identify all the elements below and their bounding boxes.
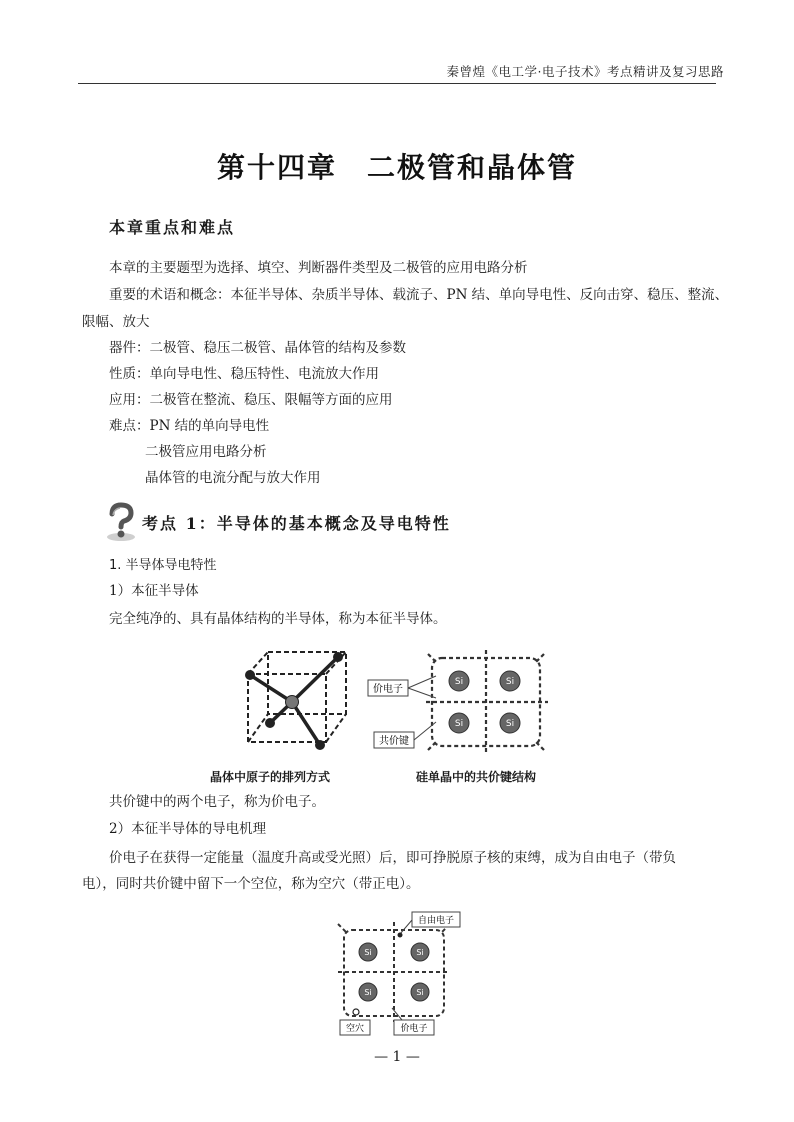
intro-line-3: 限幅、放大 [82,314,150,330]
subsection-title: 1. 半导体导电特性 [109,558,217,573]
point2-text-2: 电），同时共价键中留下一个空位，称为空穴（带正电）。 [82,876,420,892]
chapter-title: 第十四章 二极管和晶体管 [216,151,577,184]
intro-line-5: 性质：单向导电性、稳压特性、电流放大作用 [109,366,379,382]
topic-title: 考点 1：半导体的基本概念及导电特性 [142,513,451,533]
intro-line-4: 器件：二极管、稳压二极管、晶体管的结构及参数 [109,340,406,356]
intro-line-1: 本章的主要题型为选择、填空、判断器件类型及二极管的应用电路分析 [109,260,528,276]
valence-electron-label: 价电子 [373,684,403,695]
intro-line-8: 二极管应用电路分析 [145,444,267,460]
covalent-bond-label: 共价键 [379,736,409,747]
question-mark-icon [104,502,138,542]
free-electron-hole-figure [330,908,470,1038]
fig2-atom-si-4: Si [416,988,424,997]
intro-line-2: 重要的术语和概念：本征半导体、杂质半导体、载流子、PN 结、单向导电性、反向击穿、稳压、整流、 [109,287,729,303]
fig2-atom-si-3: Si [364,988,372,997]
header-rule [78,83,716,84]
crystal-lattice-figure [242,648,362,752]
fig2-valence-label: 价电子 [400,1024,428,1034]
figure1-caption-right: 硅单晶中的共价键结构 [416,770,537,784]
section-heading: 本章重点和难点 [109,218,236,237]
free-electron-label: 自由电子 [417,916,455,926]
point1-text: 完全纯净的、具有晶体结构的半导体，称为本征半导体。 [109,611,447,627]
point2-text-1: 价电子在获得一定能量（温度升高或受光照）后，即可挣脱原子核的束缚，成为自由电子（带负 [109,850,676,866]
atom-si-1: Si [454,677,464,687]
hole-marker [353,1009,359,1015]
figure1-caption-left: 晶体中原子的排列方式 [210,770,331,784]
topic-heading [104,502,451,542]
covalent-bond-figure [366,646,552,756]
atom-si-2: Si [505,677,515,687]
atom-si-4: Si [505,719,515,729]
page-number: — 1 — [374,1049,420,1065]
intro-line-7: 难点：PN 结的单向导电性 [109,418,270,434]
hole-label: 空穴 [345,1024,365,1034]
running-header: 秦曾煌《电工学·电子技术》考点精讲及复习思路 [446,64,724,79]
point1-label: 1）本征半导体 [109,583,199,599]
point2-label: 2）本征半导体的导电机理 [109,821,267,837]
atom-si-3: Si [454,719,464,729]
intro-line-9: 晶体管的电流分配与放大作用 [145,470,321,486]
after-figure1-text: 共价键中的两个电子，称为价电子。 [109,794,325,810]
fig2-atom-si-2: Si [416,948,424,957]
free-electron-dot [398,933,403,938]
fig2-atom-si-1: Si [364,948,372,957]
intro-line-6: 应用：二极管在整流、稳压、限幅等方面的应用 [109,392,393,408]
